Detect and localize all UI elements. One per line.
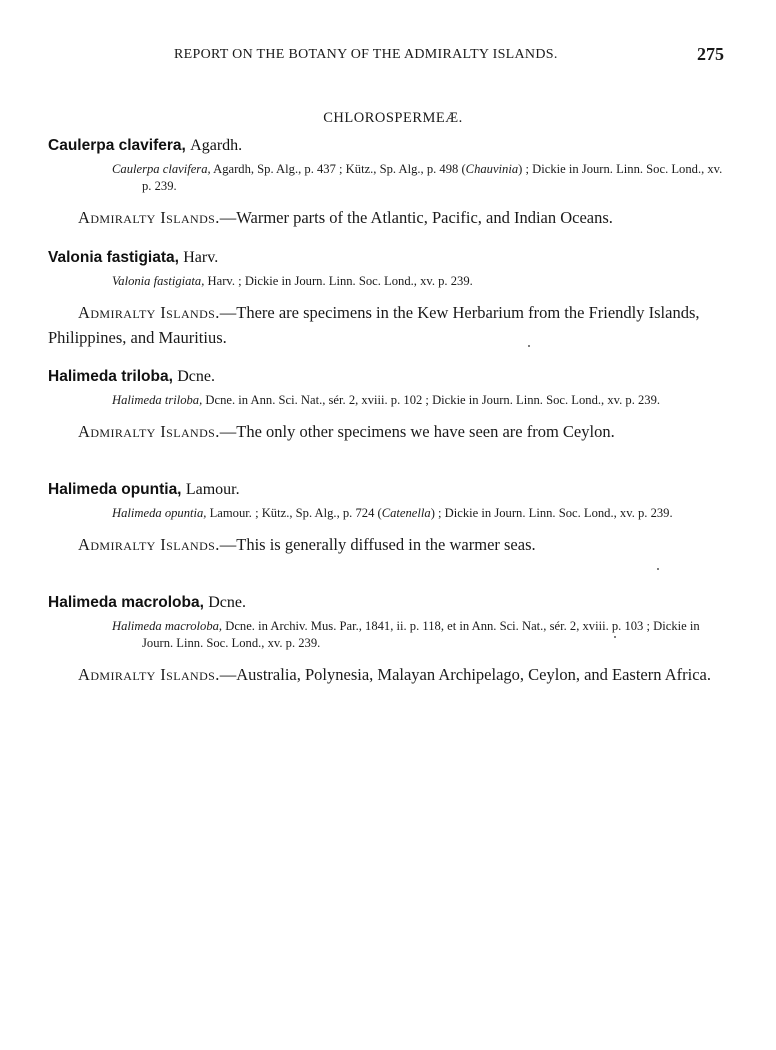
species-name: Halimeda opuntia, Lamour. xyxy=(48,481,240,498)
species-entry-caulerpa-clavifera xyxy=(48,137,728,230)
page-number: 275 xyxy=(697,44,724,64)
species-locality: Admiralty Islands.—This is generally diffused in the warmer seas. xyxy=(78,535,536,554)
species-entry-valonia-fastigiata xyxy=(48,249,728,350)
species-locality: Admiralty Islands.—Australia, Polynesia, Malayan Archipelago, Ceylon, and Eastern Africa. xyxy=(78,665,711,684)
species-references: Caulerpa clavifera, Agardh, Sp. Alg., p. 437 ; Kütz., Sp. Alg., p. 498 (Chauvinia) ; Dickie in Journ. Linn. Soc. Lond., xv. p. 239. xyxy=(112,162,723,193)
print-speck xyxy=(657,568,659,570)
species-authority: Harv. xyxy=(183,249,219,266)
species-locality: Admiralty Islands.—There are specimens in the Kew Herbarium from the Friendly Islands, Philippines, and Mauritius. xyxy=(48,303,700,347)
print-speck xyxy=(614,636,616,638)
print-speck xyxy=(528,345,530,347)
species-name: Caulerpa clavifera, Agardh. xyxy=(48,137,243,154)
locality-label: Admiralty Islands. xyxy=(78,422,220,441)
species-name: Valonia fastigiata, Harv. xyxy=(48,249,219,266)
species-locality: Admiralty Islands.—The only other specimens we have seen are from Ceylon. xyxy=(78,422,615,441)
section-title: CHLOROSPERMEÆ. xyxy=(323,110,463,126)
running-head xyxy=(48,44,728,69)
species-entry-halimeda-triloba xyxy=(48,368,728,444)
species-locality: Admiralty Islands.—Warmer parts of the Atlantic, Pacific, and Indian Oceans. xyxy=(78,208,613,227)
species-references: Halimeda macroloba, Dcne. in Archiv. Mus. Par., 1841, ii. p. 118, et in Ann. Sci. Nat., sér. 2, xviii. p. 103 ; Dickie in Journ. Linn. Soc. Lond., xv. p. 239. xyxy=(112,619,700,650)
running-title: REPORT ON THE BOTANY OF THE ADMIRALTY ISLANDS. xyxy=(174,47,558,62)
species-references: Valonia fastigiata, Harv. ; Dickie in Journ. Linn. Soc. Lond., xv. p. 239. xyxy=(112,274,473,288)
species-authority: Dcne. xyxy=(177,368,215,385)
locality-label: Admiralty Islands. xyxy=(78,303,220,322)
locality-label: Admiralty Islands. xyxy=(78,208,220,227)
species-references: Halimeda opuntia, Lamour. ; Kütz., Sp. Alg., p. 724 (Catenella) ; Dickie in Journ. Linn. Soc. Lond., xv. p. 239. xyxy=(112,506,673,520)
species-name: Halimeda macroloba, Dcne. xyxy=(48,594,246,611)
locality-label: Admiralty Islands. xyxy=(78,535,220,554)
species-authority: Lamour. xyxy=(185,481,240,498)
species-authority: Dcne. xyxy=(208,594,246,611)
species-name: Halimeda triloba, Dcne. xyxy=(48,368,215,385)
species-entry-halimeda-macroloba xyxy=(48,594,728,687)
locality-label: Admiralty Islands. xyxy=(78,665,220,684)
species-entry-halimeda-opuntia xyxy=(48,481,728,557)
species-authority: Agardh. xyxy=(190,137,243,154)
species-references: Halimeda triloba, Dcne. in Ann. Sci. Nat., sér. 2, xviii. p. 102 ; Dickie in Journ. Linn. Soc. Lond., xv. p. 239. xyxy=(112,393,661,407)
